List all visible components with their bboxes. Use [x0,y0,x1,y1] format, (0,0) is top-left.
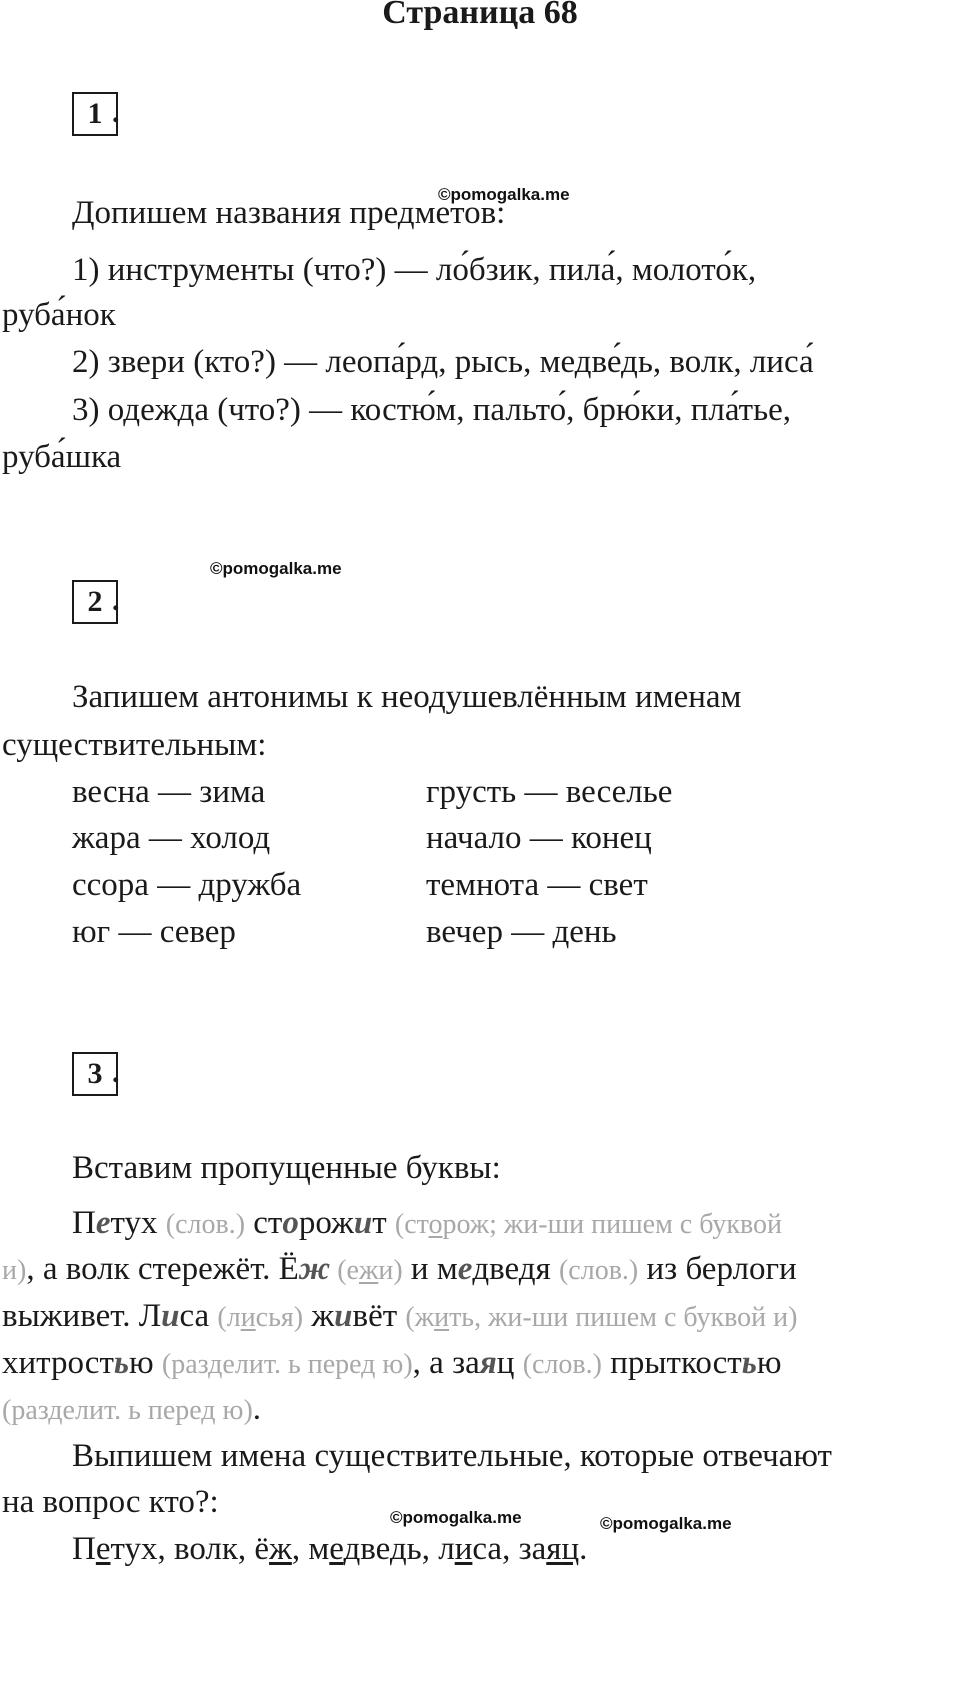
task-1-line-2: 2) звери (кто?) — леопа́рд, рысь, медве́дь, волк, лиса́ [72,344,814,380]
watermark: ©pomogalka.me [390,1508,522,1527]
task-1-line-3-cont: руба́шка [2,439,122,475]
antonym-pair: ссора — дружба [72,867,302,903]
task-3-text-line: (разделит. ь перед ю). [2,1391,262,1427]
page-title: Страница 68 [382,0,578,31]
task-1-number: 1 [72,92,118,136]
task-1-dot: . [112,96,120,129]
task-1-line-1: 1) инструменты (что?) — ло́бзик, пила́, молото́к, [72,252,757,288]
task-2-number: 2 [72,580,118,624]
task-3-text-line: хитростью (разделит. ь перед ю), а заяц (слов.) прыткостью [2,1345,782,1381]
task-2-intro-cont: существительным: [2,727,267,763]
antonym-pair: начало — конец [426,820,652,856]
watermark: ©pomogalka.me [210,559,342,578]
task-1-intro: Допишем названия предметов: [72,195,506,231]
task-3-intro: Вставим пропущенные буквы: [72,1150,501,1186]
watermark: ©pomogalka.me [438,185,570,204]
task-3-text-line: и), а волк стережёт. Ёж (ежи) и медведя (слов.) из берлоги [2,1251,797,1287]
watermark: ©pomogalka.me [600,1514,732,1533]
task-2-intro: Запишем антонимы к неодушевлённым именам [72,679,742,715]
antonym-pair: грусть — веселье [426,774,673,810]
antonym-pair: весна — зима [72,774,266,810]
task-3-question-cont: на вопрос кто?: [2,1484,219,1520]
antonym-pair: вечер — день [426,914,617,950]
task-1-line-1-cont: руба́нок [2,297,116,333]
task-3-number: 3 [72,1052,118,1096]
task-3-text-line: выживет. Лиса (лисья) живёт (жить, жи-ши пишем с буквой и) [2,1298,798,1334]
task-3-answer: Петух, волк, ёж, медведь, лиса, заяц. [72,1531,588,1567]
task-3-text-line: Петух (слов.) сторожит (сторож; жи-ши пишем с буквой [72,1205,783,1241]
task-3-dot: . [112,1056,120,1089]
antonym-pair: жара — холод [72,820,271,856]
antonym-pair: темнота — свет [426,867,648,903]
task-2-dot: . [112,584,120,617]
antonym-pair: юг — север [72,914,236,950]
task-1-line-3: 3) одежда (что?) — костю́м, пальто́, брю́ки, пла́тье, [72,392,792,428]
task-3-question: Выпишем имена существительные, которые отвечают [72,1438,832,1474]
